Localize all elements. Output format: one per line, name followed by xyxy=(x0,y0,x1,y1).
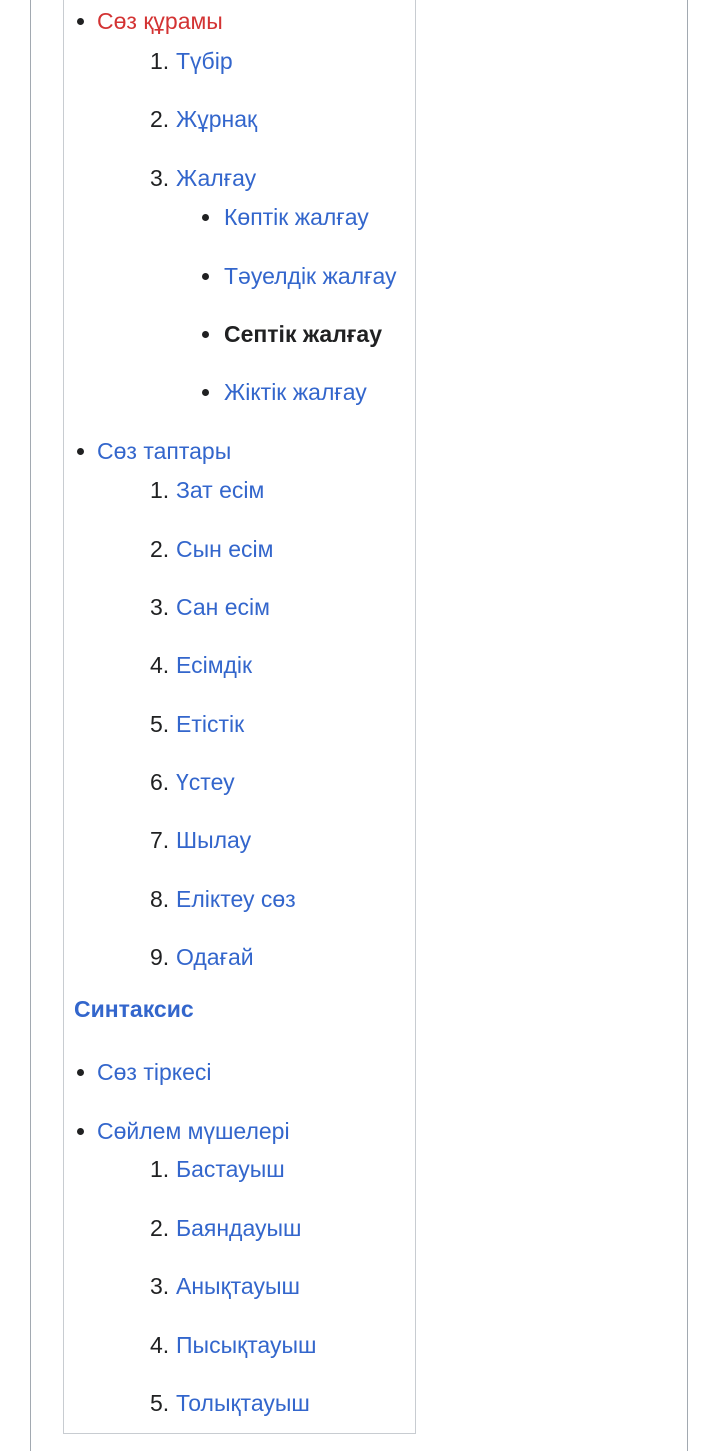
eliktey-soz-link[interactable]: Еліктеу сөз xyxy=(176,886,296,912)
san-esim-link[interactable]: Сан есім xyxy=(176,594,270,620)
item-number: 1. xyxy=(150,1156,170,1182)
esimdik-link[interactable]: Есімдік xyxy=(176,652,253,678)
item-number: 4. xyxy=(150,1332,170,1358)
zhiktik-zhalgau-link[interactable]: Жіктік жалғау xyxy=(224,379,367,405)
item-number: 4. xyxy=(150,652,170,678)
bullet-icon xyxy=(202,331,209,338)
bastauysh-link[interactable]: Бастауыш xyxy=(176,1156,285,1182)
bayandauysh-link[interactable]: Баяндауыш xyxy=(176,1215,302,1241)
septik-zhalgau-current: Септік жалғау xyxy=(224,321,383,347)
bullet-icon xyxy=(77,1069,84,1076)
bullet-icon xyxy=(77,18,84,25)
item-number: 3. xyxy=(150,594,170,620)
item-number: 2. xyxy=(150,1215,170,1241)
bullet-icon xyxy=(202,273,209,280)
syntax-heading-link[interactable]: Синтаксис xyxy=(74,996,194,1022)
zhurnak-link[interactable]: Жұрнақ xyxy=(176,106,258,132)
item-number: 5. xyxy=(150,711,170,737)
koptik-zhalgau-link[interactable]: Көптік жалғау xyxy=(224,204,369,230)
soilem-musheleri-link[interactable]: Сөйлем мүшелері xyxy=(97,1118,290,1144)
tolyktauysh-link[interactable]: Толықтауыш xyxy=(176,1390,310,1416)
item-number: 3. xyxy=(150,1273,170,1299)
shylau-link[interactable]: Шылау xyxy=(176,827,252,853)
soz-tirkesi-link[interactable]: Сөз тіркесі xyxy=(97,1059,212,1085)
item-number: 1. xyxy=(150,48,170,74)
syntax-heading xyxy=(74,995,194,1023)
bullet-icon xyxy=(77,1128,84,1135)
bullet-icon xyxy=(202,214,209,221)
zat-esim-link[interactable]: Зат есім xyxy=(176,477,265,503)
odagai-link[interactable]: Одағай xyxy=(176,944,254,970)
tubir-link[interactable]: Түбір xyxy=(176,48,233,74)
soz-kuramy-link[interactable]: Сөз құрамы xyxy=(97,8,223,34)
pysyktauysh-link[interactable]: Пысықтауыш xyxy=(176,1332,317,1358)
bullet-icon xyxy=(77,448,84,455)
etistik-link[interactable]: Етістік xyxy=(176,711,245,737)
syn-esim-link[interactable]: Сын есім xyxy=(176,536,274,562)
anyktauysh-link[interactable]: Анықтауыш xyxy=(176,1273,300,1299)
item-number: 2. xyxy=(150,106,170,132)
item-number: 1. xyxy=(150,477,170,503)
item-number: 6. xyxy=(150,769,170,795)
taueldik-zhalgau-link[interactable]: Тәуелдік жалғау xyxy=(224,263,397,289)
item-number: 7. xyxy=(150,827,170,853)
item-number: 8. xyxy=(150,886,170,912)
item-number: 3. xyxy=(150,165,170,191)
zhalgau-link[interactable]: Жалғау xyxy=(176,165,257,191)
item-number: 5. xyxy=(150,1390,170,1416)
soz-taptary-link[interactable]: Сөз таптары xyxy=(97,438,232,464)
ustey-link[interactable]: Үстеу xyxy=(176,769,235,795)
item-number: 2. xyxy=(150,536,170,562)
bullet-icon xyxy=(202,389,209,396)
item-number: 9. xyxy=(150,944,170,970)
